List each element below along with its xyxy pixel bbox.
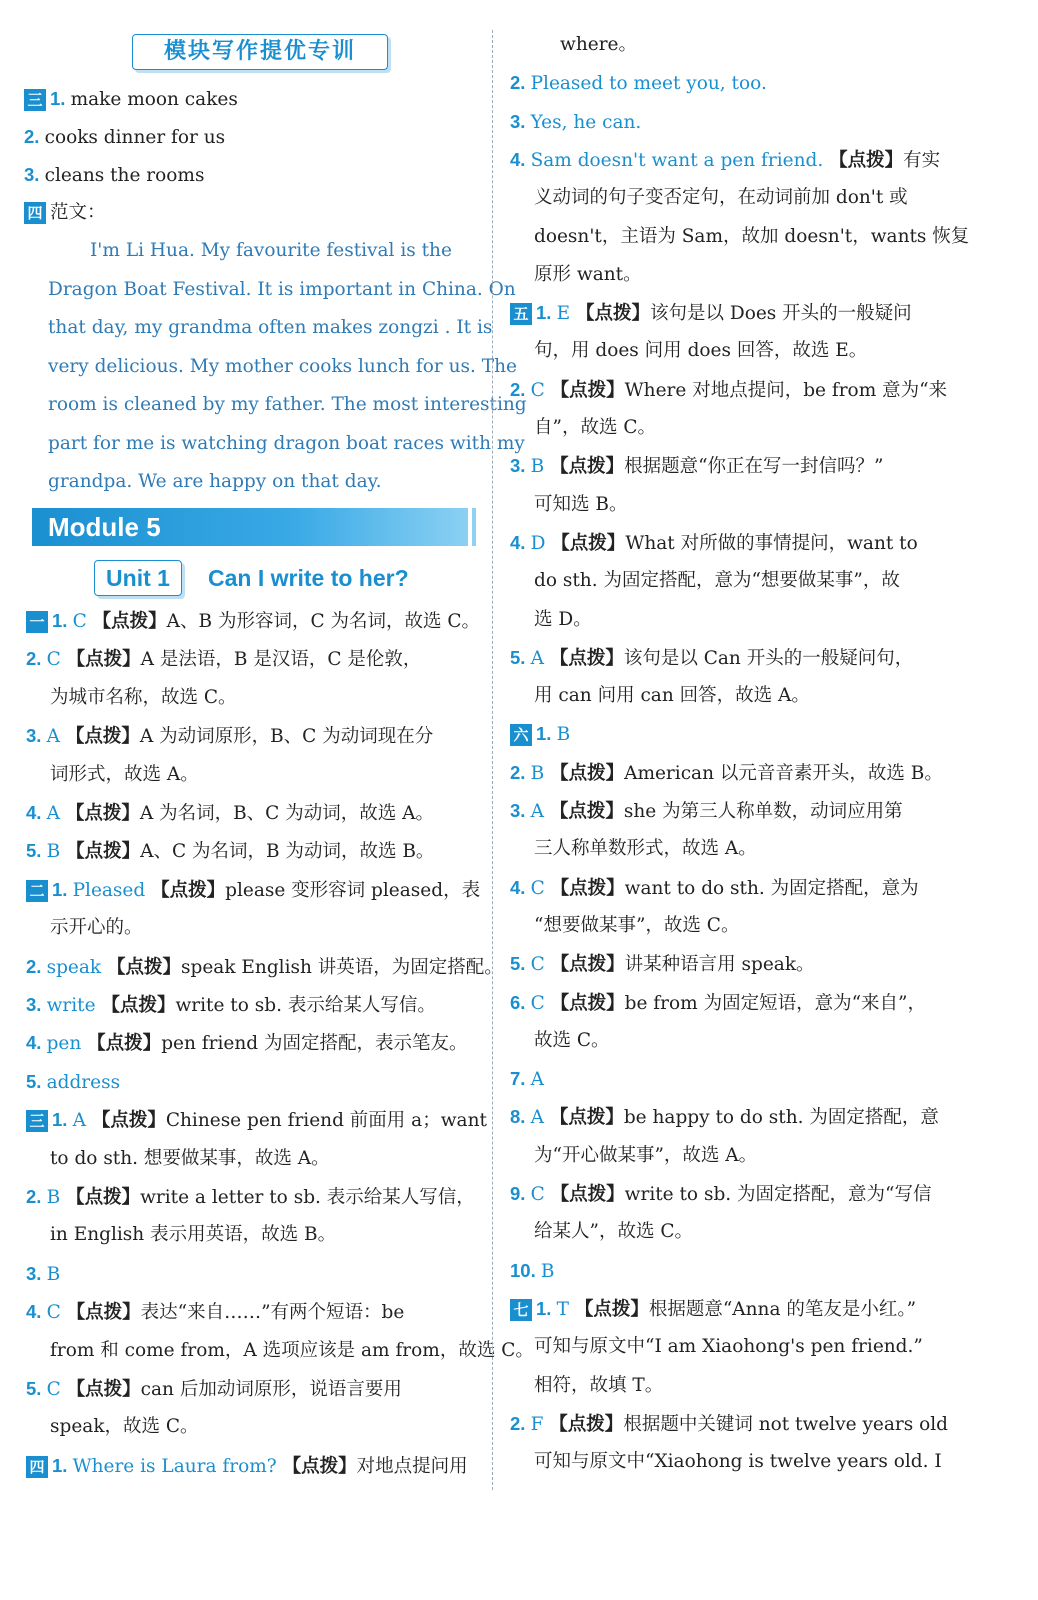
line-text: 用 can 问用 can 回答，故选 A。 [534,685,810,707]
answer: C [46,1379,67,1400]
answer-line [510,109,641,136]
hint-tag: 【点拨】 [549,1107,624,1129]
line-text: 可知与原文中“Xiaohong is twelve years old. I [534,1451,942,1473]
answer: E [556,303,576,325]
banner-stripe [28,508,32,546]
line-text: to do sth. 想要做某事，故选 A。 [50,1147,330,1169]
question-number: 5. [26,1070,47,1092]
question-number: 1. [536,302,557,324]
line-text: 为“开心做某事”，故选 A。 [534,1144,758,1166]
line-text: 该句是以 Can 开头的一般疑问句， [623,647,914,669]
hint-tag: 【点拨】 [66,1302,141,1324]
hint-tag: 【点拨】 [66,649,141,671]
line-text: be happy to do sth. 为固定搭配，意 [623,1107,939,1129]
answer: D [530,532,552,554]
answer-line [510,1296,916,1323]
answer: address [46,1071,121,1093]
answer-line [26,1030,467,1057]
answer: A [530,647,550,669]
section-badge: 三 [26,1110,48,1132]
section-title [132,34,388,70]
line-text: 选 D。 [534,608,592,630]
question-number: 1. [50,88,71,109]
line-text: cleans the rooms [44,165,205,186]
section-badge: 三 [24,89,46,111]
answer: B [46,841,67,863]
answer-line [534,568,900,594]
hint-tag: 【点拨】 [282,1455,357,1477]
answer-line [510,645,913,672]
question-number: 2. [510,72,531,94]
hint-tag: 【点拨】 [550,992,625,1014]
answer: A [530,1069,544,1091]
question-number: 2. [26,648,47,670]
line-text: 根据题意“你正在写一封信吗？” [624,456,884,478]
question-number: 2. [26,1186,47,1207]
answer: A [46,726,66,748]
answer: B [540,1260,555,1282]
answer-line [26,800,434,827]
answer: B [46,1187,67,1208]
answer-line [510,377,947,404]
answer-line [534,262,642,288]
unit-label-text: Unit 1 [106,565,170,591]
answer-line [510,760,943,787]
answer-line [26,992,436,1019]
answer-line [510,530,918,557]
fill-answer [24,124,225,151]
line-text: cooks dinner for us [44,127,226,148]
column-divider [492,30,493,1490]
answer: T [556,1298,575,1320]
question-number: 1. [52,1454,73,1476]
question-number: 5. [510,953,531,975]
answer-line [50,1222,336,1248]
hint-tag: 【点拨】 [65,726,140,748]
banner-stripe [468,508,472,546]
answer: A [530,801,550,822]
line-text: 该句是以 Does 开头的一般疑问 [649,303,912,325]
answer-line [534,185,908,211]
answer-line [26,954,503,981]
answer: C [72,611,93,632]
question-number: 4. [510,531,531,553]
answer-line [510,1181,932,1208]
answer-line [26,1453,468,1480]
answer: B [556,724,571,746]
fill-answer [24,86,238,113]
line-text: A 为名词，B、C 为动词，故选 A。 [139,803,434,824]
line-text: please 变形容词 pleased，表 [225,879,481,901]
section-badge: 四 [26,1456,48,1478]
hint-tag: 【点拨】 [549,647,624,669]
hint-tag: 【点拨】 [550,1184,625,1205]
answer-line [510,721,570,748]
answer-line [510,70,767,97]
line-text: speak English 讲英语，为固定搭配。 [181,956,503,978]
line-text: where。 [560,34,637,55]
question-number: 2. [26,955,47,977]
answer: C [46,1302,67,1324]
line-text: 可知与原文中“I am Xiaohong's pen friend.” [534,1336,923,1358]
hint-tag: 【点拨】 [549,1413,624,1435]
line-text: American 以元音音素开头，故选 B。 [624,762,943,784]
answer-line [534,913,739,939]
hint-tag: 【点拨】 [87,1033,162,1055]
answer: C [530,877,551,899]
answer: Sam doesn't want a pen friend. [530,149,830,171]
line-text: 可知选 B。 [534,493,628,515]
line-text: do sth. 为固定搭配，意为“想要做某事”，故 [534,570,900,592]
module-title: Module 5 [48,512,161,542]
line-text: can 后加动词原形，说语言要用 [140,1379,402,1400]
question-number: 2. [510,378,531,400]
line-text: A、B 为形容词，C 为名词，故选 C。 [166,611,481,632]
line-text: 给某人”，故选 C。 [534,1221,693,1243]
answer-line [534,338,867,364]
answer-line [510,453,884,480]
essay-line: I'm Li Hua. My favourite festival is the [90,240,452,261]
line-text: 表达“来自……”有两个短语：be [140,1302,405,1324]
answer-line [510,1258,554,1285]
hint-tag: 【点拨】 [151,879,226,901]
answer-line [26,646,421,673]
answer: Where is Laura from? [72,1455,283,1477]
hint-tag: 【点拨】 [550,954,625,976]
answer-line [26,1261,60,1288]
section-badge: 二 [26,880,48,902]
line-text: 义动词的句子变否定句，在动词前加 don't 或 [534,187,908,209]
line-text: A、C 为名词，B 为动词，故选 B。 [140,841,435,863]
line-text: 句，用 does 问用 does 回答，故选 E。 [534,340,868,362]
line-text: from 和 come from，A 选项应该是 am from，故选 C。 [50,1339,534,1361]
hint-tag: 【点拨】 [92,611,167,632]
fill-answer [24,162,204,189]
line-text: she 为第三人称单数，动词应用第 [623,801,903,822]
answer-line [534,1028,610,1054]
line-text: 有实 [903,149,941,171]
essay-line: part for me is watching dragon boat races with my [48,432,525,454]
question-number: 4. [26,802,47,823]
question-number: 2. [24,126,45,147]
hint-tag: 【点拨】 [66,1379,141,1400]
answer-line [50,1146,330,1172]
line-text: make moon cakes [70,89,238,110]
answer-line [510,1066,544,1093]
line-text: 故选 C。 [534,1029,610,1051]
answer-line [26,1069,120,1096]
line-text: 词形式，故选 A。 [50,763,199,785]
question-number: 5. [26,840,47,862]
question-number: 5. [510,646,531,668]
hint-tag: 【点拨】 [91,1110,166,1132]
hint-tag: 【点拨】 [551,532,626,554]
line-text: be from 为固定短语，意为“来自”， [624,992,926,1014]
answer-line [534,1449,942,1475]
line-text: pen friend 为固定搭配，表示笔友。 [161,1033,468,1055]
answer: C [530,992,551,1014]
essay-line: room is cleaned by my father. The most interesting [48,394,527,415]
question-number: 5. [26,1378,47,1399]
answer: C [46,649,67,671]
essay-line: grandpa. We are happy on that day. [48,471,382,492]
answer-line [560,32,637,58]
essay-line: very delicious. My mother cooks lunch for us. The [48,355,517,377]
hint-tag: 【点拨】 [66,1187,141,1208]
question-number: 1. [536,1297,557,1319]
answer-line [50,685,237,711]
section-badge: 一 [26,611,48,633]
line-text: 对地点提问用 [356,1455,468,1477]
question-number: 3. [26,994,47,1015]
question-number: 3. [26,1262,47,1284]
question-number: 3. [24,164,45,185]
section-badge: 五 [510,303,532,325]
answer: Yes, he can. [530,111,642,133]
hint-tag: 【点拨】 [829,149,904,171]
answer-line [26,1184,475,1211]
question-number: 3. [510,800,531,821]
question-number: 1. [52,610,73,631]
answer: F [530,1413,550,1435]
question-number: 2. [510,761,531,783]
answer: Pleased [72,879,152,901]
line-text: 根据题中关键词 not twelve years old [623,1413,949,1435]
line-text: 范文： [50,202,106,223]
question-number: 4. [26,1301,47,1323]
module-banner [28,508,476,546]
answer: pen [46,1033,88,1055]
hint-tag: 【点拨】 [101,995,176,1016]
hint-tag: 【点拨】 [66,841,141,863]
question-number: 4. [510,148,531,170]
answer-line [534,683,810,709]
hint-tag: 【点拨】 [550,379,625,401]
section-badge: 六 [510,724,532,746]
hint-tag: 【点拨】 [575,303,650,325]
essay-line: that day, my grandma often makes zongzi . It is [48,317,493,338]
line-text: Where 对地点提问，be from 意为“来 [624,379,948,401]
question-number: 4. [510,876,531,898]
answer: C [530,1184,551,1205]
answer-line [534,1219,693,1245]
hint-tag: 【点拨】 [574,1298,649,1320]
answer: A [72,1110,92,1132]
question-number: 9. [510,1183,531,1204]
answer-line [510,951,815,978]
question-number: 8. [510,1106,531,1128]
answer-line [50,1414,199,1440]
answer-line [26,1376,402,1403]
answer: Pleased to meet you, too. [530,73,767,95]
answer: write [46,995,102,1016]
line-text: write to sb. 为固定搭配，意为“写信 [624,1184,932,1205]
answer-line [50,915,143,941]
hint-tag: 【点拨】 [65,803,140,824]
answer: A [530,1107,550,1129]
line-text: want to do sth. 为固定搭配，意为 [624,877,919,899]
question-number: 3. [510,110,531,132]
answer-line [50,1338,534,1364]
answer-line [534,1143,757,1169]
question-number: 1. [52,878,73,900]
answer-line [510,300,912,327]
line-text: A 是法语，B 是汉语，C 是伦敦， [140,649,422,671]
question-number: 3. [26,725,47,747]
hint-tag: 【点拨】 [106,956,181,978]
answer-line [26,838,434,865]
hint-tag: 【点拨】 [550,456,625,478]
section-badge: 七 [510,1299,532,1321]
answer-line [510,1104,939,1131]
question-number: 1. [52,1109,73,1131]
answer-line [534,1334,923,1360]
line-text: 讲某种语言用 speak。 [624,954,815,976]
answer-line [534,492,627,518]
answer-line [26,608,480,635]
question-number: 4. [26,1032,47,1054]
line-text: 为城市名称，故选 C。 [50,686,237,708]
line-text: write a letter to sb. 表示给某人写信， [140,1187,475,1208]
question-number: 7. [510,1068,531,1090]
answer: B [46,1263,61,1285]
answer-line [510,798,903,825]
answer: speak [46,956,107,978]
essay-label [24,200,106,226]
answer-line [534,415,656,441]
answer-line [26,723,433,750]
question-number: 2. [510,1412,531,1434]
answer-line [26,1107,487,1134]
answer-line [534,607,592,633]
line-text: 相符，故填 T。 [534,1374,664,1396]
answer: B [530,456,551,478]
answer: A [46,803,66,824]
answer: B [530,762,551,784]
line-text: 示开心的。 [50,917,143,939]
line-text: “想要做某事”，故选 C。 [534,914,740,936]
line-text: speak，故选 C。 [50,1416,199,1438]
line-text: What 对所做的事情提问，want to [625,532,918,554]
line-text: 原形 want。 [534,263,642,285]
question-number: 1. [536,723,557,745]
hint-tag: 【点拨】 [549,801,624,822]
answer-line [510,147,940,174]
hint-tag: 【点拨】 [550,877,625,899]
line-text: A 为动词原形，B、C 为动词现在分 [139,726,434,748]
line-text: 根据题意“Anna 的笔友是小红。” [648,1298,917,1320]
answer-line [534,1373,663,1399]
line-text: in English 表示用英语，故选 B。 [50,1224,337,1246]
question-number: 10. [510,1259,541,1281]
answer-line [510,875,919,902]
answer-line [510,1411,948,1438]
unit-label [94,560,182,596]
line-text: write to sb. 表示给某人写信。 [175,995,436,1016]
essay-line: Dragon Boat Festival. It is important in China. On [48,278,516,300]
line-text: Chinese pen friend 前面用 a；want [165,1110,487,1132]
answer-line [534,224,969,250]
line-text: doesn't，主语为 Sam，故加 doesn't，wants 恢复 [534,225,970,247]
answer-line [534,836,757,862]
line-text: 自”，故选 C。 [534,417,656,438]
section-title-text: 模块写作提优专训 [163,39,356,64]
question-number: 6. [510,991,531,1013]
section-badge: 四 [24,202,46,224]
unit-title: Can I write to her? [208,565,409,591]
answer: C [530,379,551,401]
answer-line [26,877,480,904]
answer-line [50,762,199,788]
line-text: 三人称单数形式，故选 A。 [534,838,757,860]
hint-tag: 【点拨】 [550,762,625,784]
question-number: 3. [510,455,531,477]
answer: C [530,954,551,976]
answer-line [510,990,926,1017]
answer-line [26,1299,404,1326]
